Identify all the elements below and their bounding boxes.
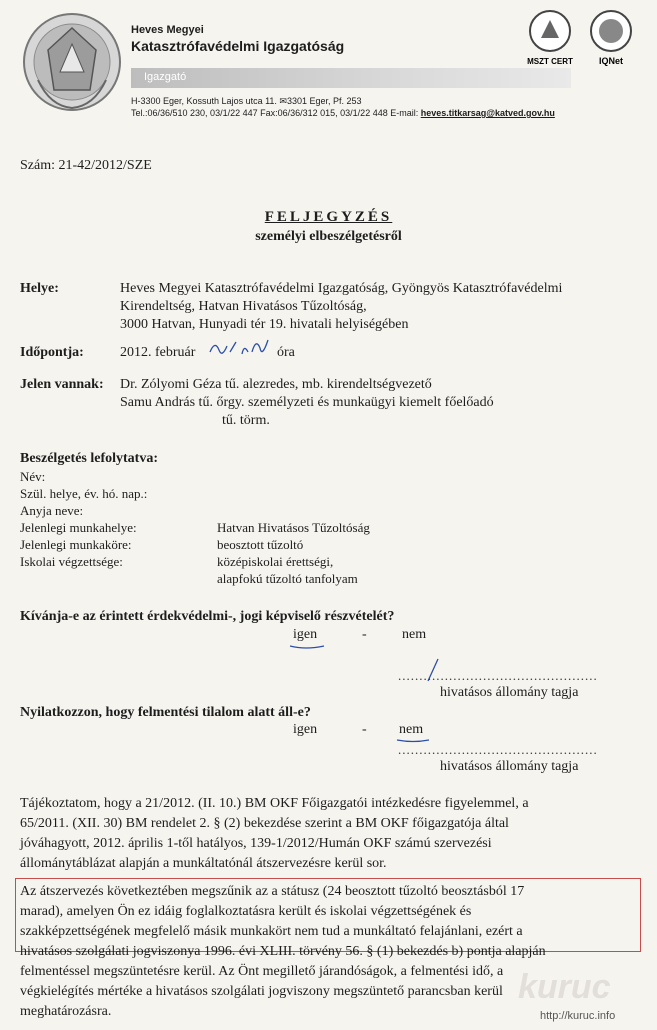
- paragraph-line: szakképzettségének megfelelő másik munkakört nem tud a munkáltató felajánlani, ezért a: [20, 924, 523, 939]
- time-suffix: óra: [277, 345, 295, 360]
- location-label: Helye:: [20, 281, 59, 296]
- field-position-label: Jelenlegi munkaköre:: [20, 537, 132, 552]
- time-date: 2012. február: [120, 345, 196, 360]
- address-line1: H-3300 Eger, Kossuth Lajos utca 11. ✉3301 Eger, Pf. 253: [131, 96, 362, 106]
- attendee-line: tű. törm.: [222, 413, 270, 428]
- paragraph-line: meghatározásra.: [20, 1004, 112, 1019]
- interview-label: Beszélgetés lefolytatva:: [20, 451, 158, 466]
- paragraph-line: Tájékoztatom, hogy a 21/2012. (II. 10.) BM OKF Főigazgatói intézkedésre figyelemmel, a: [20, 796, 529, 811]
- band-label: Igazgató: [144, 71, 187, 83]
- coat-of-arms-logo: [20, 10, 124, 114]
- paragraph-line: Az átszervezés következtében megszűnik az a státusz (24 beosztott tűzoltó beosztásból 17: [20, 884, 525, 899]
- location-line: Heves Megyei Katasztrófavédelmi Igazgatóság, Gyöngyös Katasztrófavédelmi: [120, 281, 563, 296]
- question-representation: Kívánja-e az érintett érdekvédelmi-, jogi képviselő részvételét?: [20, 609, 395, 624]
- field-position-value: beosztott tűzoltó: [217, 537, 304, 552]
- signature-caption: hivatásos állomány tagja: [440, 685, 579, 700]
- field-mother-label: Anyja neve:: [20, 503, 84, 518]
- location-line: 3000 Hatvan, Hunyadi tér 19. hivatali helyiségében: [120, 317, 409, 332]
- time-label: Időpontja:: [20, 345, 84, 360]
- paragraph-line: marad), amelyen Ön ez idáig foglalkoztatásra került és iskolai végzettségének és: [20, 904, 472, 919]
- field-birth-label: Szül. helye, év. hó. nap.:: [20, 486, 148, 501]
- field-education-value: alapfokú tűzoltó tanfolyam: [217, 571, 358, 586]
- watermark-url: http://kuruc.info: [540, 1010, 616, 1022]
- option-no: nem: [402, 627, 427, 642]
- document-title: FELJEGYZÉS: [264, 209, 393, 225]
- document-subtitle: személyi elbeszélgetésről: [255, 229, 402, 244]
- address-line2: [131, 108, 555, 118]
- field-education-value: középiskolai érettségi,: [217, 554, 334, 569]
- option-yes: igen: [293, 627, 318, 642]
- cert1-label: MSZT CERT: [527, 57, 573, 66]
- signature-line: ...............................................: [398, 668, 598, 683]
- signature-line: ...............................................: [398, 742, 598, 757]
- field-name-label: Név:: [20, 469, 46, 484]
- attendees-label: Jelen vannak:: [20, 377, 104, 392]
- option-no: nem: [399, 722, 424, 737]
- field-workplace-label: Jelenlegi munkahelye:: [20, 520, 137, 535]
- location-line: Kirendeltség, Hatvan Hivatásos Tűzoltóság,: [120, 299, 367, 314]
- cert2-label: IQNet: [598, 56, 624, 66]
- attendee-line: Samu András tű. őrgy. személyzeti és munkaügyi kiemelt főelőadó: [120, 395, 494, 410]
- paragraph-line: hivatásos szolgálati jogviszonya 1996. évi XLIII. törvény 56. § (1) bekezdés b) pontja alapján: [20, 944, 546, 959]
- paragraph-line: jóváhagyott, 2012. április 1-től hatályos, 139-1/2012/Humán OKF számú szervezési: [20, 836, 492, 851]
- field-education-label: Iskolai végzettsége:: [20, 554, 123, 569]
- paragraph-line: végkielégítés mértéke a hivatásos szolgálati jogviszony megszüntető parancsban kerül: [20, 984, 503, 999]
- letterhead-band: [131, 68, 571, 88]
- field-workplace-value: Hatvan Hivatásos Tűzoltóság: [217, 520, 370, 535]
- info-paragraph: [20, 794, 632, 874]
- org-name-line2: Katasztrófavédelmi Igazgatóság: [131, 38, 345, 54]
- iqnet-cert-logo: [588, 8, 634, 72]
- option-yes: igen: [293, 722, 318, 737]
- question-protection: Nyilatkozzon, hogy felmentési tilalom alatt áll-e?: [20, 705, 311, 720]
- watermark-logo: kuruc: [518, 968, 611, 1006]
- email-link[interactable]: heves.titkarsag@katved.gov.hu: [420, 108, 555, 118]
- handwritten-underline: [288, 641, 328, 651]
- handwritten-time: [206, 334, 278, 360]
- option-dash: -: [362, 627, 367, 642]
- org-name-line1: Heves Megyei: [131, 24, 204, 36]
- mszt-cert-logo: [527, 8, 573, 72]
- paragraph-line: állománytáblázat alapján a munkáltatónál átszervezésre kerül sor.: [20, 856, 387, 871]
- paragraph-line: 65/2011. (XII. 30) BM rendelet 2. § (2) bekezdése szerint a BM OKF főigazgatója által: [20, 816, 509, 831]
- paragraph-line: felmentéssel megszüntetésre kerül. Az Önt megillető járandóságok, a felmentési idő, a: [20, 964, 504, 979]
- reference-number: Szám: 21-42/2012/SZE: [20, 158, 152, 173]
- option-dash: -: [362, 722, 367, 737]
- address-contact: Tel.:06/36/510 230, 03/1/22 447 Fax:06/36/312 015, 03/1/22 448 E-mail:: [131, 108, 421, 118]
- signature-caption: hivatásos állomány tagja: [440, 759, 579, 774]
- attendee-line: Dr. Zólyomi Géza tű. alezredes, mb. kirendeltségvezető: [120, 377, 432, 392]
